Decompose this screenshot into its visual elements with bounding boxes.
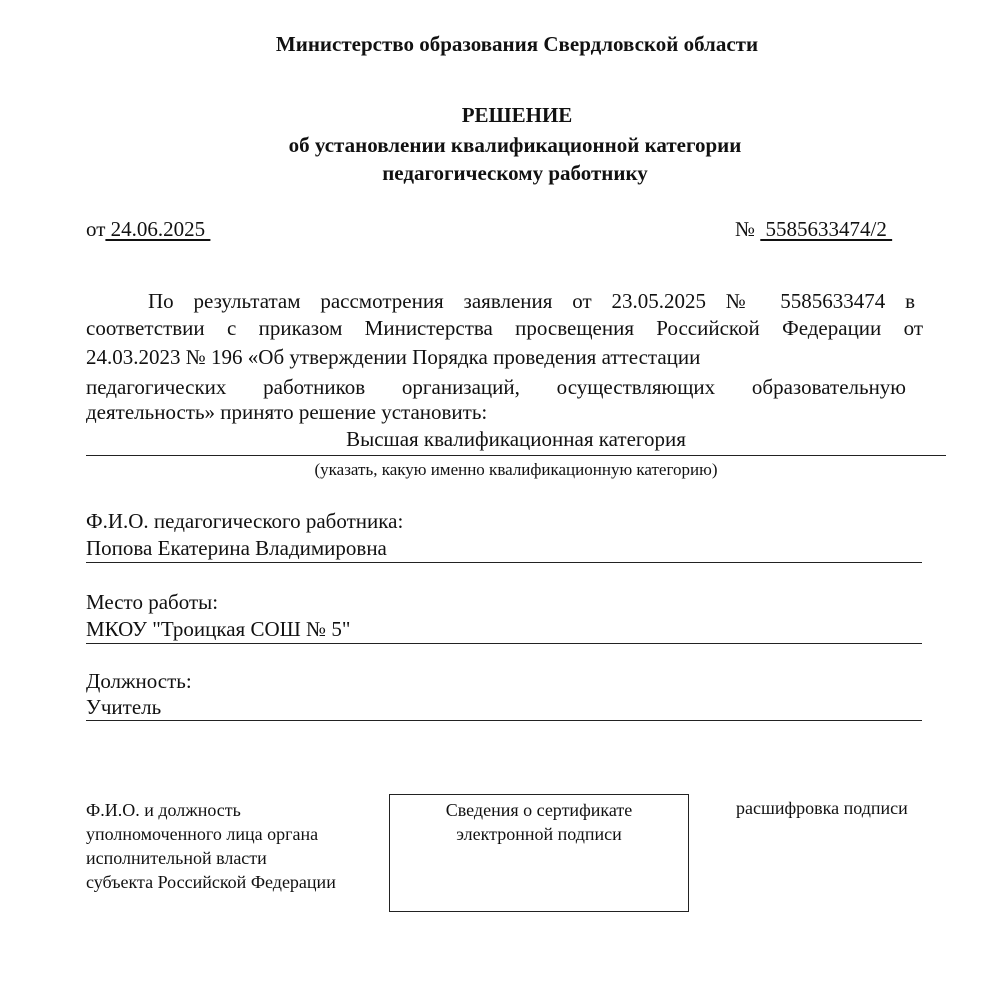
certificate-info-label <box>389 798 689 846</box>
fio-label: Ф.И.О. педагогического работника: <box>86 509 404 533</box>
decision-date-row <box>86 217 210 242</box>
certificate-label-line-2: электронной подписи <box>456 824 622 844</box>
official-label-line-1: Ф.И.О. и должность <box>86 800 241 820</box>
position-value: Учитель <box>86 695 162 719</box>
decision-number: 5585633474/2 <box>760 217 893 241</box>
signature-decoding-label: расшифровка подписи <box>736 798 908 818</box>
certificate-label-line-1: Сведения о сертификате <box>445 800 633 820</box>
document-subtitle-line-1: об установлении квалификационной категории <box>288 133 742 157</box>
position-underline <box>86 720 922 721</box>
official-label-line-2: уполномоченного лица органа <box>86 824 319 844</box>
document-title: РЕШЕНИЕ <box>461 103 573 127</box>
position-label: Должность: <box>86 669 192 693</box>
body-line-3: 24.03.2023 № 196 «Об утверждении Порядка проведения аттестации <box>86 345 701 369</box>
qualification-category-hint: (указать, какую именно квалификационную категорию) <box>314 460 718 479</box>
body-line-1: По результатам рассмотрения заявления от 23.05.2025 № 5585633474 в <box>148 289 915 313</box>
number-prefix: № <box>735 217 761 241</box>
document-subtitle-line-2: педагогическому работнику <box>382 161 648 185</box>
ministry-name: Министерство образования Свердловской области <box>275 32 759 56</box>
official-signature-label <box>86 798 336 894</box>
fio-underline <box>86 562 922 563</box>
date-prefix: от <box>86 217 106 241</box>
workplace-value: МКОУ "Троицкая СОШ № 5" <box>86 617 351 641</box>
official-label-line-4: субъекта Российской Федерации <box>86 872 336 892</box>
decision-number-row <box>735 217 892 242</box>
workplace-underline <box>86 643 922 644</box>
category-underline <box>86 455 946 456</box>
body-line-4: педагогических работников организаций, осуществляющих образовательную <box>86 375 906 399</box>
body-line-5: деятельность» принято решение установить: <box>86 400 488 424</box>
decision-date: 24.06.2025 <box>105 217 211 241</box>
fio-value: Попова Екатерина Владимировна <box>86 536 387 560</box>
workplace-label: Место работы: <box>86 590 219 614</box>
body-line-2: соответствии с приказом Министерства просвещения Российской Федерации от <box>86 316 923 340</box>
qualification-category-value: Высшая квалификационная категория <box>346 427 686 451</box>
official-label-line-3: исполнительной власти <box>86 848 267 868</box>
